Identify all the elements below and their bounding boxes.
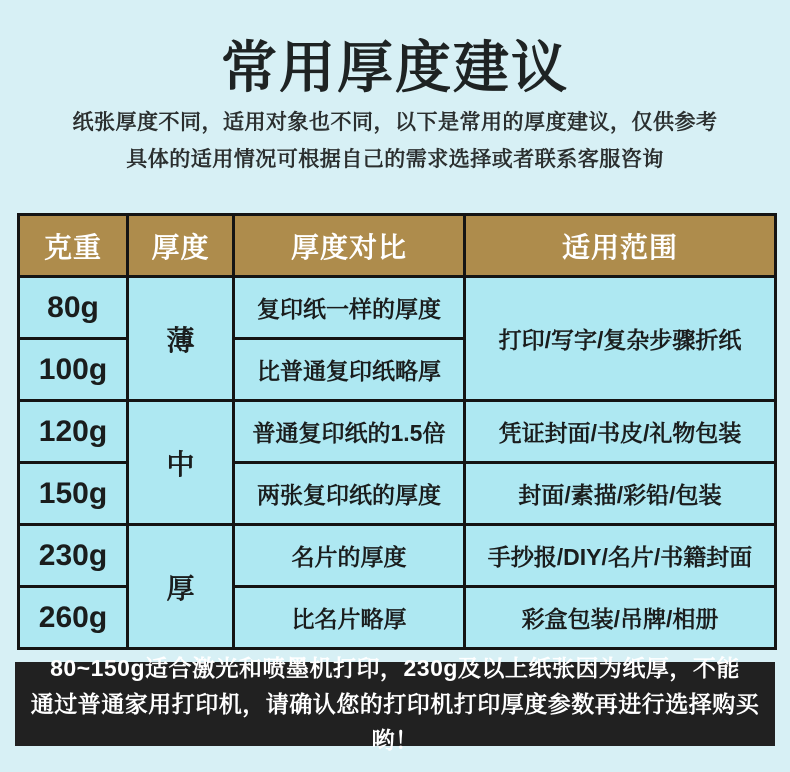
weight-cell-230g: 230g xyxy=(19,525,128,587)
usage-cell-thin: 打印/写字/复杂步骤折纸 xyxy=(465,277,776,401)
usage-cell-260g: 彩盒包装/吊牌/相册 xyxy=(465,587,776,649)
page-title: 常用厚度建议 xyxy=(221,36,569,99)
subtitle-line-1: 纸张厚度不同，适用对象也不同，以下是常用的厚度建议，仅供参考 xyxy=(72,111,718,134)
subtitle-line-2: 具体的适用情况可根据自己的需求选择或者联系客服咨询 xyxy=(126,148,664,171)
header-comparison: 厚度对比 xyxy=(234,215,465,277)
comparison-cell-260g: 比名片略厚 xyxy=(234,587,465,649)
table-row-80g xyxy=(19,277,776,339)
weight-cell-120g: 120g xyxy=(19,401,128,463)
table-header-row xyxy=(19,215,776,277)
weight-cell-260g: 260g xyxy=(19,587,128,649)
comparison-cell-120g: 普通复印纸的1.5倍 xyxy=(234,401,465,463)
header-thickness: 厚度 xyxy=(128,215,234,277)
usage-cell-120g: 凭证封面/书皮/礼物包装 xyxy=(465,401,776,463)
thickness-cell-medium: 中 xyxy=(128,401,234,525)
footer-notice-line-2: 通过普通家用打印机，请确认您的打印机打印厚度参数再进行选择购买哟！ xyxy=(30,691,760,753)
table-row-230g xyxy=(19,525,776,587)
footer-notice-banner xyxy=(15,655,775,753)
header-weight: 克重 xyxy=(19,215,128,277)
usage-cell-150g: 封面/素描/彩铅/包装 xyxy=(465,463,776,525)
comparison-cell-100g: 比普通复印纸略厚 xyxy=(234,339,465,401)
thickness-cell-thin: 薄 xyxy=(128,277,234,401)
header-usage: 适用范围 xyxy=(465,215,776,277)
thickness-table xyxy=(17,213,777,650)
weight-cell-80g: 80g xyxy=(19,277,128,339)
thickness-cell-thick: 厚 xyxy=(128,525,234,649)
comparison-cell-230g: 名片的厚度 xyxy=(234,525,465,587)
weight-cell-150g: 150g xyxy=(19,463,128,525)
table-row-120g xyxy=(19,401,776,463)
footer-notice-line-1: 80~150g适合激光和喷墨机打印，230g及以上纸张因为纸厚，不能 xyxy=(50,655,740,681)
comparison-cell-150g: 两张复印纸的厚度 xyxy=(234,463,465,525)
comparison-cell-80g: 复印纸一样的厚度 xyxy=(234,277,465,339)
usage-cell-230g: 手抄报/DIY/名片/书籍封面 xyxy=(465,525,776,587)
weight-cell-100g: 100g xyxy=(19,339,128,401)
